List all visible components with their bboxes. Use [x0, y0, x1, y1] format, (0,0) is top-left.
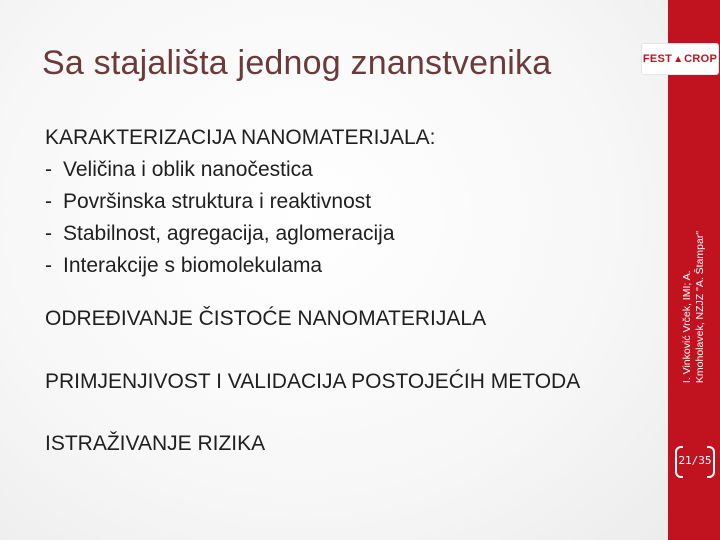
list-item-text: Površinska struktura i reaktivnost: [63, 190, 372, 213]
purity-section-heading: ODREĐIVANJE ČISTOĆE NANOMATERIJALA: [45, 307, 487, 330]
list-item: - Površinska struktura i reaktivnost: [45, 186, 645, 218]
validation-section-heading: PRIMJENJIVOST I VALIDACIJA POSTOJEĆIH METODA: [45, 370, 581, 393]
list-item-text: Interakcije s biomolekulama: [63, 254, 323, 277]
characterization-block: [45, 122, 645, 282]
characterization-heading: KARAKTERIZACIJA NANOMATERIJALA:: [45, 126, 436, 149]
list-item: - Veličina i oblik nanočestica: [45, 154, 645, 186]
festcrop-logo: [642, 44, 718, 74]
slide-title: Sa stajališta jednog znanstvenika: [42, 44, 552, 82]
bracket-right-icon: [707, 446, 715, 478]
list-item-text: Veličina i oblik nanočestica: [63, 158, 313, 181]
side-credit-line1: I. Vinković Vrček, IMI; A.: [681, 270, 693, 384]
list-item: - Interakcije s biomolekulama: [45, 250, 645, 282]
page-number-badge: [675, 446, 715, 480]
logo-text-right: CROP: [684, 53, 718, 65]
side-credit-line2: Kmoholavek, NZJZ "A. Štampar": [694, 230, 706, 384]
list-item-text: Stabilnost, agregacija, aglomeracija: [63, 222, 395, 245]
risk-section-heading: ISTRAŽIVANJE RIZIKA: [45, 432, 266, 455]
logo-text-left: FEST: [642, 53, 673, 65]
list-item: - Stabilnost, agregacija, aglomeracija: [45, 218, 645, 250]
logo-triangle-icon: ▲: [673, 53, 684, 65]
side-credit: [668, 232, 720, 382]
page-number: 21/35: [678, 454, 712, 467]
